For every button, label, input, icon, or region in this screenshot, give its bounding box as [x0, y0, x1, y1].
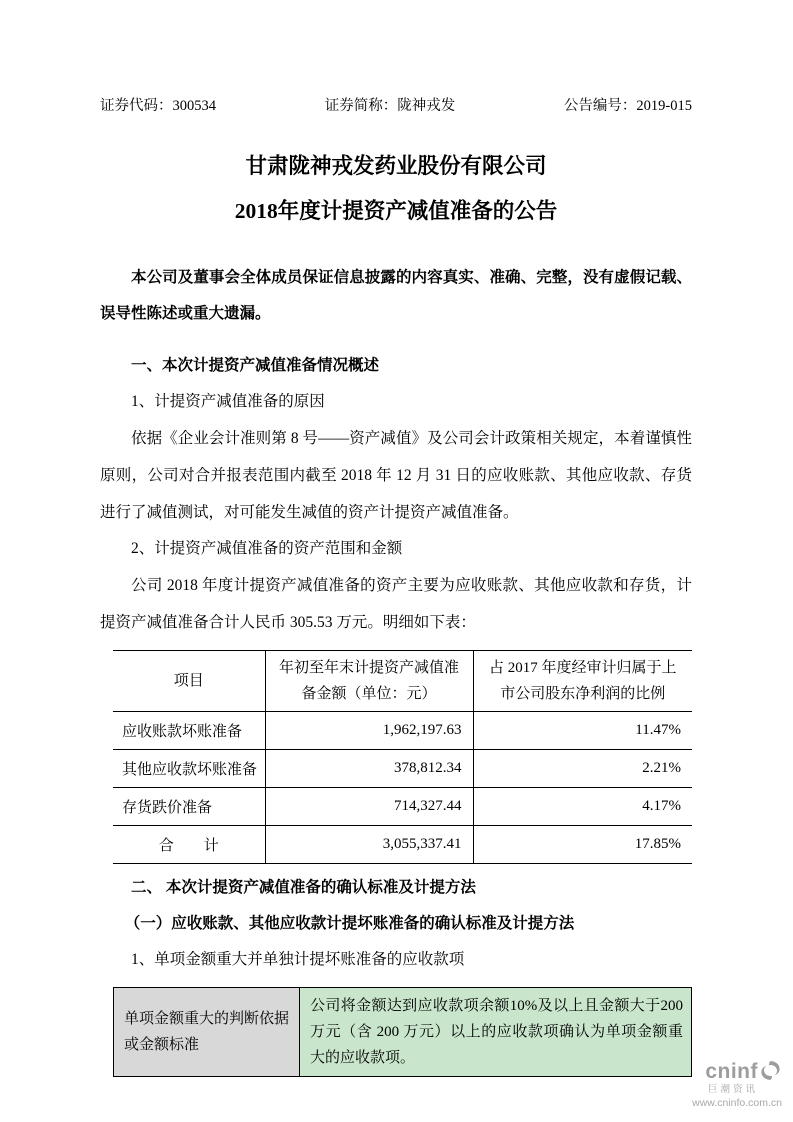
- section1-heading: 一、本次计提资产减值准备情况概述: [131, 357, 380, 374]
- section1-item1-title: 1、计提资产减值准备的原因: [131, 393, 325, 410]
- announcement-title: 2018年度计提资产减值准备的公告: [234, 199, 558, 223]
- document-content: [100, 96, 692, 1077]
- table-row: [113, 712, 692, 750]
- criteria-value: 公司将金额达到应收款项余额10%及以上且金额大于200万元（含 200 万元）以上的应收款项确认为单项金额重大的应收款项。: [300, 988, 692, 1077]
- row-item-name: 其他应收款坏账准备: [113, 750, 265, 788]
- row-ratio: 4.17%: [473, 788, 692, 826]
- table-row: [113, 750, 692, 788]
- section1-item2-title: 2、计提资产减值准备的资产范围和金额: [131, 540, 403, 557]
- col-header-amount: 年初至年末计提资产减值准备金额（单位：元）: [265, 651, 473, 712]
- section1-item1-body: 依据《企业会计准则第 8 号——资产减值》及公司会计政策相关规定，本着谨慎性原则，公司对合并报表范围内截至 2018 年 12 月 31 日的应收账款、其他应收款、存货进行了减值测试，对可能发生减值的资产计提资产减值准备。: [100, 430, 692, 521]
- document-title: [100, 144, 692, 234]
- cninfo-logo-row: [705, 1060, 782, 1084]
- security-short-name: 证券简称：陇神戎发: [324, 98, 456, 114]
- total-amount: 3,055,337.41: [265, 826, 473, 864]
- row-amount: 378,812.34: [265, 750, 473, 788]
- total-label: 合 计: [113, 826, 265, 864]
- document-header: [100, 96, 692, 116]
- col-header-ratio: 占 2017 年度经审计归属于上市公司股东净利润的比例: [473, 651, 692, 712]
- row-ratio: 11.47%: [473, 712, 692, 750]
- table-total-row: [113, 826, 692, 864]
- section2-heading: 二、 本次计提资产减值准备的确认标准及计提方法: [131, 879, 476, 896]
- company-name-title: 甘肃陇神戎发药业股份有限公司: [245, 154, 547, 178]
- table-row: [113, 788, 692, 826]
- table-header-row: [113, 651, 692, 712]
- col-header-item: 项目: [113, 651, 265, 712]
- cninfo-swirl-icon: [759, 1059, 782, 1082]
- row-amount: 1,962,197.63: [265, 712, 473, 750]
- board-statement: 本公司及董事会全体成员保证信息披露的内容真实、准确、完整，没有虚假记载、误导性陈述或重大遗漏。: [100, 269, 692, 322]
- criteria-definition-table: [113, 987, 692, 1077]
- cninfo-watermark: [664, 1060, 784, 1109]
- announcement-number: 公告编号：2019-015: [563, 98, 692, 114]
- section2-sub-heading: （一）应收账款、其他应收款计提坏账准备的确认标准及计提方法: [124, 915, 575, 932]
- criteria-label: 单项金额重大的判断依据或金额标准: [114, 988, 300, 1077]
- impairment-provision-table: [113, 650, 692, 864]
- cninfo-company-name: 巨潮资讯: [707, 1084, 758, 1096]
- cninfo-brand-text: cninf: [705, 1059, 758, 1083]
- cninfo-url: www.cninfo.com.cn: [692, 1096, 782, 1109]
- row-item-name: 应收账款坏账准备: [113, 712, 265, 750]
- total-ratio: 17.85%: [473, 826, 692, 864]
- section2-item1-title: 1、单项金额重大并单独计提坏账准备的应收款项: [131, 951, 465, 968]
- row-ratio: 2.21%: [473, 750, 692, 788]
- section1-item2-body: 公司 2018 年度计提资产减值准备的资产主要为应收账款、其他应收款和存货，计提资产减值准备合计人民币 305.53 万元。明细如下表：: [100, 577, 692, 631]
- criteria-row: [114, 988, 692, 1077]
- row-item-name: 存货跌价准备: [113, 788, 265, 826]
- row-amount: 714,327.44: [265, 788, 473, 826]
- security-code: 证券代码：300534: [100, 98, 216, 114]
